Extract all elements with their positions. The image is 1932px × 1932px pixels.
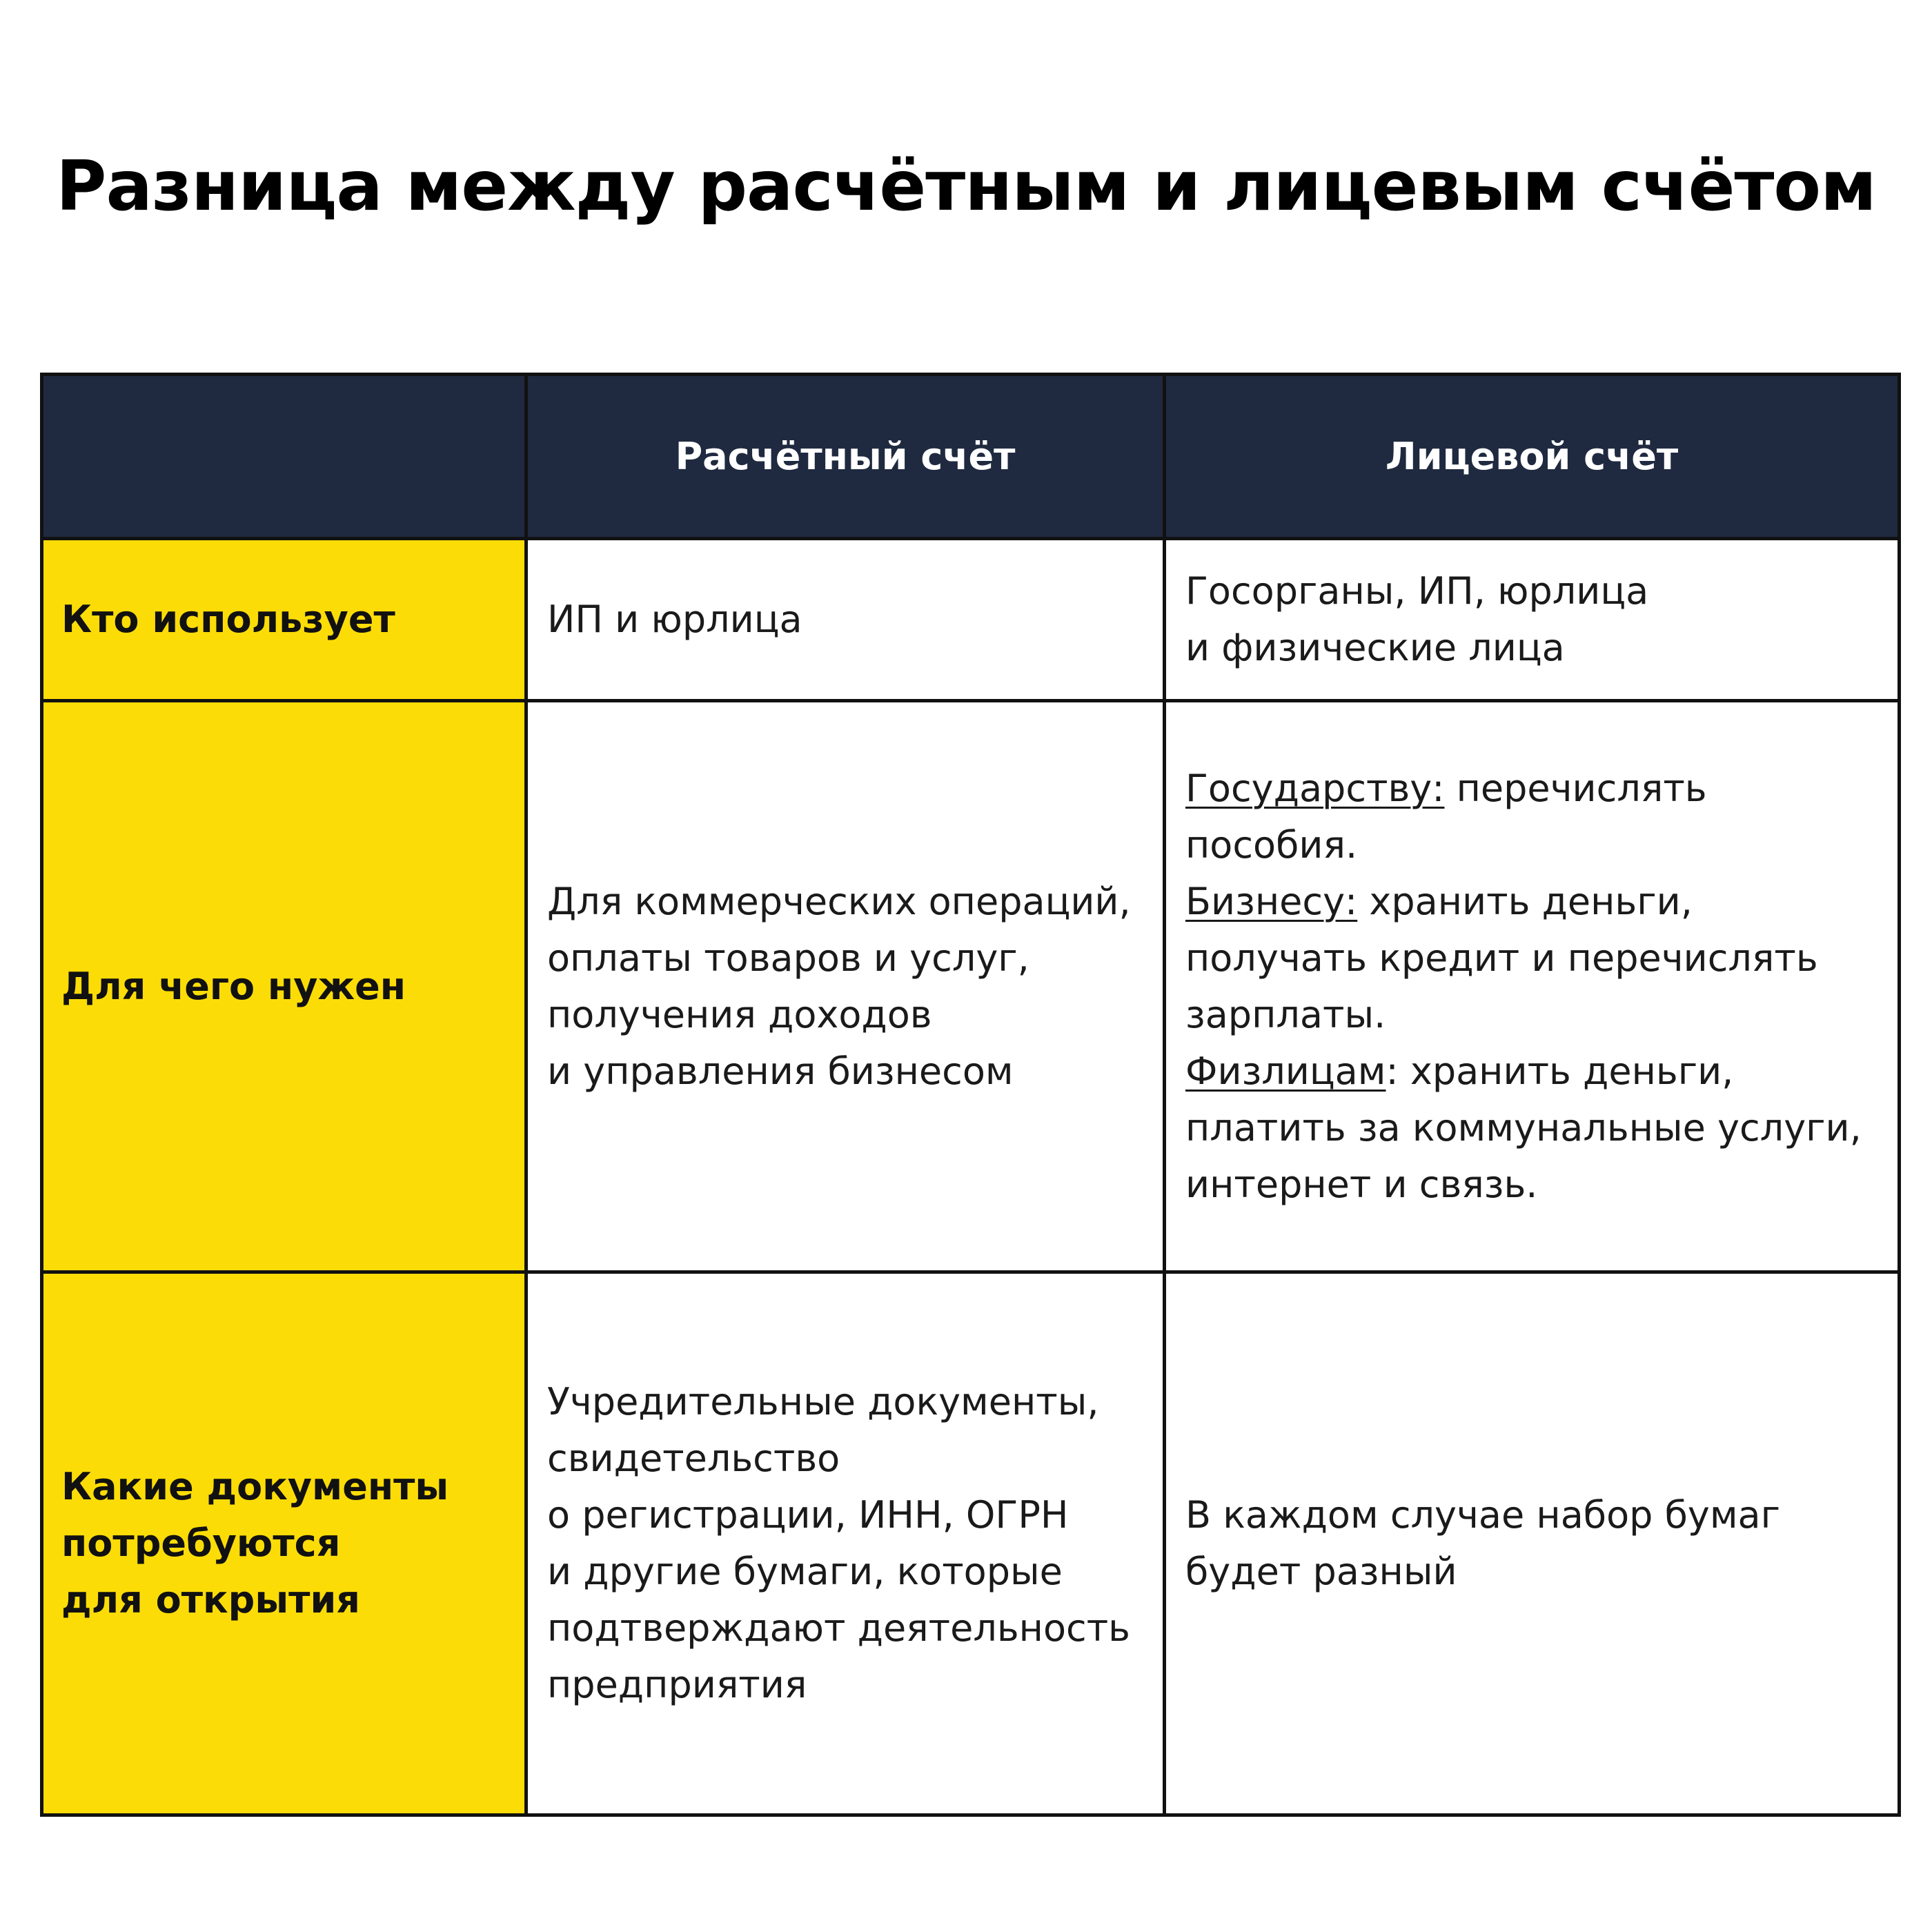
table-row [42, 539, 1900, 701]
row-label-line: Для чего нужен [61, 964, 406, 1008]
table-header-row [42, 375, 1900, 539]
cell-personal-who-uses [1165, 539, 1900, 701]
cell-line: и управления бизнесом [547, 1049, 1014, 1093]
cell-settlement-documents [526, 1272, 1165, 1815]
cell-line [1185, 1043, 1878, 1100]
cell-line: платить за коммунальные услуги, [1185, 1105, 1862, 1150]
cell-line: Учредительные документы, [547, 1380, 1099, 1423]
page-title: Разница между расчётным и лицевым счётом [56, 146, 1876, 226]
table-row [42, 701, 1900, 1272]
header-personal-account: Лицевой счёт [1165, 375, 1900, 539]
state-text: перечислять [1444, 766, 1707, 810]
cell-line: получения доходов [547, 992, 932, 1036]
row-label-purpose [42, 701, 526, 1272]
cell-line: ИП и юрлица [547, 598, 802, 641]
cell-line: пособия. [1185, 822, 1358, 867]
cell-line: и физические лица [1185, 626, 1565, 669]
cell-settlement-who-uses [526, 539, 1165, 701]
business-label: Бизнесу: [1185, 879, 1358, 923]
state-label: Государству: [1185, 766, 1445, 810]
cell-line: будет разный [1185, 1550, 1457, 1593]
row-label-line: потребуются [61, 1521, 341, 1565]
cell-line: интернет и связь. [1185, 1162, 1538, 1206]
cell-settlement-purpose [526, 701, 1165, 1272]
comparison-table [40, 373, 1901, 1817]
row-label-line: Какие документы [61, 1465, 449, 1508]
cell-line: и другие бумаги, которые [547, 1550, 1063, 1593]
cell-personal-documents [1165, 1272, 1900, 1815]
header-settlement-account: Расчётный счёт [526, 375, 1165, 539]
individuals-text: : хранить деньги, [1386, 1049, 1734, 1093]
cell-line: о регистрации, ИНН, ОГРН [547, 1493, 1069, 1537]
cell-line: подтверждают деятельность [547, 1606, 1130, 1650]
cell-line: зарплаты. [1185, 992, 1386, 1036]
row-label-documents [42, 1272, 526, 1815]
table-row [42, 1272, 1900, 1815]
cell-line: Госорганы, ИП, юрлица [1185, 569, 1649, 613]
business-text: хранить деньги, [1357, 879, 1693, 923]
cell-line [1185, 874, 1878, 930]
cell-line: получать кредит и перечислять [1185, 936, 1818, 980]
row-label-who-uses [42, 539, 526, 701]
cell-line: свидетельство [547, 1437, 840, 1480]
cell-line: Для коммерческих операций, [547, 879, 1131, 923]
header-empty-cell [42, 375, 526, 539]
individuals-label: Физлицам [1185, 1049, 1386, 1093]
row-label-line: для открытия [61, 1578, 360, 1621]
row-label-line: Кто использует [61, 598, 395, 641]
cell-line: оплаты товаров и услуг, [547, 936, 1029, 980]
cell-line: В каждом случае набор бумаг [1185, 1493, 1781, 1537]
cell-line [1185, 760, 1878, 817]
cell-line: предприятия [547, 1663, 807, 1706]
cell-personal-purpose [1165, 701, 1900, 1272]
